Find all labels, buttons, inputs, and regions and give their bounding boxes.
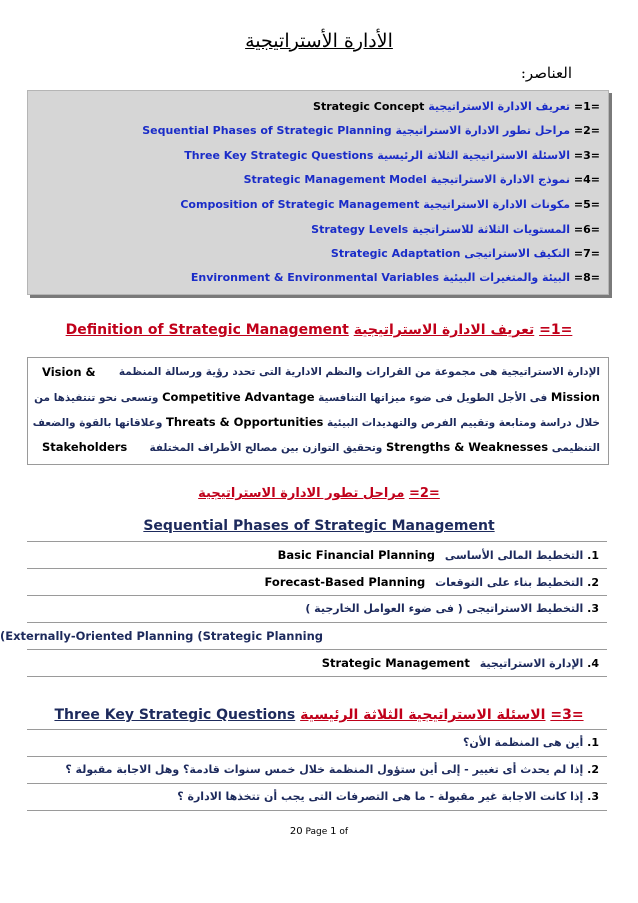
section-2-heading: =2= مراحل تطور الادارة الاستراتيجية (198, 486, 440, 501)
table-row: 1. التخطيط المالى الأساسى Basic Financial Planning (27, 542, 607, 569)
toc-item: =7= التكيف الاستراتيجى Strategic Adaptation (330, 247, 600, 260)
section-1-heading: =1= تعريف الادارة الاستراتيجية Definition of Strategic Management (65, 322, 573, 338)
toc-item: =6= المستويات الثلاثة للاستراتجية Strategy Levels (311, 223, 600, 236)
definition-line: الإدارة الاستراتيجية هى مجموعة من القرارات والنظم الادارية التى تحدد رؤية ورسالة المنظمة Vision & (42, 365, 600, 379)
elements-heading: العناصر: (520, 64, 572, 82)
toc-item: =3= الاسئلة الاستراتيجية الثلاثة الرئيسية Three Key Strategic Questions (184, 149, 600, 162)
questions-table (27, 729, 607, 811)
table-row: 3. إذا كانت الاجابة غير مقبولة - ما هى التصرفات التى يجب أن تتخذها الادارة ؟ (27, 784, 607, 811)
definition-line: Mission فى الأجل الطويل فى ضوء ميزاتها التنافسية Competitive Advantage وتسعى نحو تنتفيذها من (34, 390, 600, 404)
table-row: 3. التخطيط الاستراتيجى ( فى ضوء العوامل الخارجية ) (27, 596, 607, 623)
definition-box (27, 357, 609, 465)
toc-item: =4= نموذج الادارة الاستراتيجية Strategic Management Model (243, 173, 600, 186)
toc-item: =5= مكونات الادارة الاستراتيجية Composition of Strategic Management (180, 198, 600, 211)
page-title: الأدارة الأستراتيجية (245, 30, 393, 52)
toc-box (27, 90, 609, 295)
phases-table (0, 541, 607, 677)
table-row: 2. التخطيط بناء على التوقعات Forecast-Based Planning (27, 569, 607, 596)
section-3-heading: =3= الاسئلة الاستراتيجية الثلاثة الرئيسية Three Key Strategic Questions (54, 707, 584, 723)
toc-item: =8= البيئة والمتغيرات البيئية Environment & Environmental Variables (190, 271, 600, 284)
table-row: 2. إذا لم يحدث أى تغيير - إلى أين ستؤول المنظمة خلال خمس سنوات قادمة؟ وهل الاجابة مقبولة ؟ (27, 757, 607, 784)
table-row: 4. الإدارة الاستراتيجية Strategic Management (27, 650, 607, 677)
definition-line: خلال دراسة ومتابعة وتقييم الفرص والتهديدات البيئية Threats & Opportunities وعلاقاتها بالقوة والضعف (32, 415, 600, 429)
toc-item: =1= تعريف الادارة الاستراتيجية Strategic Concept (313, 100, 600, 113)
definition-line: التنظيمى Strengths & Weaknesses وتحقيق التوازن بين مصالح الأطراف المختلفة Stakeholders (42, 440, 600, 454)
toc-item: =2= مراحل تطور الادارة الاستراتيجية Sequential Phases of Strategic Planning (142, 124, 600, 137)
page-footer: 20 Page 1 of (289, 826, 349, 837)
table-row: (Externally-Oriented Planning (Strategic Planning (27, 623, 607, 650)
section-2-subheading: Sequential Phases of Strategic Management (143, 518, 495, 534)
table-row: 1. أين هى المنظمة الأن؟ (27, 730, 607, 757)
